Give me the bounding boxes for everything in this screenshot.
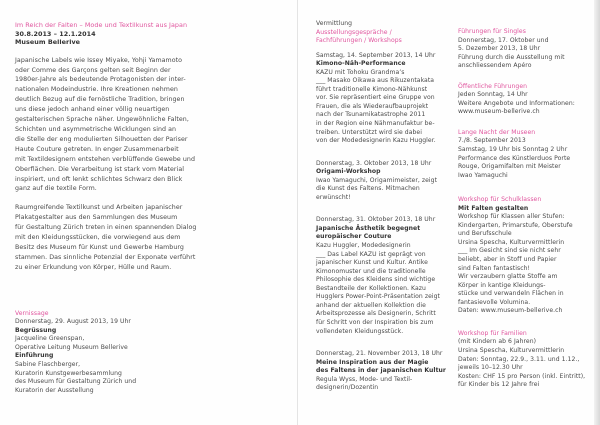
text-line: Sabine Flaschberger,: [15, 360, 81, 368]
event-text: in der Region eine Nähmanufaktur be-: [316, 120, 435, 128]
event-title: Kimono-Näh-Performance: [316, 60, 406, 68]
heading-line: Fachführungen / Workshops: [316, 37, 402, 45]
intro-label: Einführung: [15, 352, 54, 360]
second-paragraph: [15, 203, 285, 272]
offer-text: ___ Im Gesicht sind sie nicht sehr: [458, 247, 561, 255]
text-line: die Stelle der eng modulierten Silhouetten der Pariser: [15, 135, 188, 143]
event-text: nach der Tsunamikatastrophe 2011: [316, 111, 426, 119]
offer-section: [458, 330, 592, 390]
offer-heading: Lange Nacht der Museen: [458, 128, 536, 136]
event-text: von der Modedesignerin Kazu Huggler.: [316, 137, 436, 145]
offer-section: [458, 83, 592, 117]
event-item: [316, 52, 458, 146]
event-title: des Faltens in der japanischen Kultur: [316, 367, 446, 375]
offer-text: Kindergarten, Primarstufe, Oberstufe: [458, 221, 573, 229]
offer-text: Daten: Sonntag, 22.9., 3.11. und 1.12.,: [458, 355, 580, 363]
page-edge-shadow: [594, 0, 600, 425]
vernissage-heading: Vernissage: [15, 309, 49, 317]
event-text: ___ Das Label KAZU ist geprägt von: [316, 250, 426, 258]
offer-text: 7./8. September 2013: [458, 137, 526, 145]
event-text: Frauen, die als Wiederaufbauprojekt: [316, 102, 429, 110]
text-line: Besitz des Museum für Kunst und Gewerbe Hamburg: [15, 243, 184, 251]
text-line: zu einer Erkundung von Körper, Hülle und Raum.: [15, 263, 172, 271]
event-item: [316, 350, 458, 393]
event-text: die Kunst des Faltens. Mitmachen: [316, 185, 420, 193]
exhibition-dates: 30.8.2013 – 12.1.2014: [15, 29, 96, 38]
event-text: vollendeten Kleidungsstück.: [316, 327, 404, 335]
event-text: vor. Sie repräsentiert eine Gruppe von: [316, 94, 435, 102]
offer-text: sind Falten fantastisch!: [458, 264, 530, 272]
offer-text: Weitere Angebote und Informationen:: [458, 99, 575, 107]
offer-heading: Öffentliche Führungen: [458, 82, 528, 90]
text-line: mit den Kleidungsstücken, die vorwiegend aus dem: [15, 234, 181, 242]
programme-heading: [316, 29, 458, 46]
offers-column: [458, 28, 592, 390]
event-text: treiben. Unterstützt wird sie dabei: [316, 128, 422, 136]
offer-text: Führung durch die Ausstellung mit: [458, 53, 565, 61]
offer-section: [458, 129, 592, 180]
programme-kicker: Vermittlung: [316, 20, 353, 27]
programme-column: [316, 20, 458, 393]
text-line: uns diese jedoch anhand einer völlig neuartigen: [15, 106, 170, 114]
event-text: für Schritt von der Inspiration bis zum: [316, 318, 434, 326]
intro-lines: [15, 361, 285, 395]
text-line: stammen. Das sinnliche Potenzial der Exponate verführt: [15, 253, 196, 261]
text-line: 1980er-Jahre als bedeutende Protagonisten der inter-: [15, 76, 186, 84]
offer-subtitle: Mit Falten gestalten: [458, 204, 529, 212]
event-text: Philosophie des Kleidens sind wichtige: [316, 276, 436, 284]
offer-text: und Berufsschule: [458, 230, 512, 238]
event-text: führt traditionelle Kimono-Nähkunst: [316, 85, 428, 93]
text-line: Schichten und asymmetrische Wicklungen sind an: [15, 125, 177, 133]
event-date: Samstag, 14. September 2013, 14 Uhr: [316, 51, 436, 59]
offer-text: Ursina Spescha, Kulturvermittlerin: [458, 346, 565, 354]
event-title: Japanische Ästhetik begegnet: [316, 224, 421, 232]
offer-section: [458, 196, 592, 316]
offer-text: Jeden Sonntag, 14 Uhr: [458, 91, 528, 99]
offer-text: für Kinder bis 12 Jahre frei: [458, 381, 540, 389]
event-title: Origami-Workshop: [316, 168, 381, 176]
offer-text: Wir verzaubern glatte Stoffe am: [458, 273, 558, 281]
offer-text: (mit Kindern ab 6 Jahren): [458, 338, 537, 346]
offer-text: Iwao Yamaguchi: [458, 171, 508, 179]
offer-text: Körper in kantige Kleidungs-: [458, 281, 546, 289]
text-line: Raumgreifende Textilkunst und Arbeiten japanischer: [15, 204, 183, 212]
text-line: Jacqueline Greenspan,: [15, 335, 85, 343]
offer-text: Performance des Künstlerduos Porte: [458, 154, 571, 162]
event-text: Arbeitsprozesse als Designerin, Schritt: [316, 310, 436, 318]
offer-text: Daten: www.museum-bellerive.ch: [458, 307, 563, 315]
event-text: Kazu Huggler, Modedesignerin: [316, 242, 411, 250]
event-text: Iwao Yamaguchi, Origamimeister, zeigt: [316, 176, 438, 184]
text-line: Plakatgestalter aus den Sammlungen des Museum: [15, 214, 178, 222]
offer-section: [458, 28, 592, 71]
event-item: [316, 160, 458, 203]
text-line: nationalen Modeindustrie. Ihre Kreationen nehmen: [15, 86, 178, 94]
event-text: Regula Wyss, Mode- und Textil-: [316, 375, 413, 383]
offer-heading: Führungen für Singles: [458, 28, 526, 35]
text-line: des Museum für Gestaltung Zürich und: [15, 378, 137, 386]
offer-text: 5. Dezember 2013, 18 Uhr: [458, 45, 541, 53]
text-line: ganz auf die textile Form.: [15, 185, 97, 193]
heading-line: Ausstellungsgespräche /: [316, 28, 392, 36]
event-text: japanischer Kunst und Kultur. Antike: [316, 259, 428, 267]
offer-text: stücke und verwandeln Flächen in: [458, 290, 564, 298]
page-fold: [297, 0, 298, 425]
text-line: Kuratorin Kunstgewerbesammlung: [15, 369, 122, 377]
event-list: [316, 52, 458, 393]
event-date: Donnerstag, 21. November 2013, 18 Uhr: [316, 350, 443, 358]
event-date: Donnerstag, 3. Oktober 2013, 18 Uhr: [316, 159, 432, 167]
text-line: Oberflächen. Die Verarbeitung ist stark vom Material: [15, 165, 185, 173]
event-date: Donnerstag, 31. Oktober 2013, 18 Uhr: [316, 216, 436, 224]
offer-text: Donnerstag, 17. Oktober und: [458, 36, 549, 44]
exhibition-column: [15, 21, 285, 395]
text-line: mit Textildesignern entstehen verblüffende Gewebe und: [15, 155, 196, 163]
text-line: für Gestaltung Zürich treten in einen spannenden Dialog: [15, 224, 197, 232]
offer-heading: Workshop für Schulklassen: [458, 196, 542, 204]
event-text: erwünscht!: [316, 193, 351, 201]
text-line: gestalterischen Sprache näher. Ungewöhnliche Falten,: [15, 116, 189, 124]
offer-text: fantasievolle Volumina.: [458, 298, 531, 306]
offer-text: Workshop für Klassen aller Stufen:: [458, 213, 565, 221]
offer-text: beliebt, aber in Stoff und Papier: [458, 256, 557, 264]
text-line: deutlich Bezug auf die fernöstliche Tradition, bringen: [15, 96, 185, 104]
event-text: anhand der aktuellen Kollektion die: [316, 301, 426, 309]
text-line: Kuratorin der Ausstellung: [15, 386, 94, 394]
event-title: Meine Inspiration aus der Magie: [316, 358, 429, 366]
exhibition-venue: Museum Bellerive: [15, 38, 81, 47]
offer-heading: Workshop für Familien: [458, 329, 527, 337]
event-title: europäischer Couture: [316, 233, 392, 241]
text-line: inspiriert, und oft lenkt schlichtes Schwarz den Blick: [15, 175, 183, 183]
offer-text: Samstag, 19 Uhr bis Sonntag 2 Uhr: [458, 146, 568, 154]
vernissage-section: [15, 310, 285, 395]
event-text: KAZU mit Tohoku Grandma’s: [316, 68, 405, 76]
greeting-label: Begrüssung: [15, 326, 57, 334]
offer-text: Rouge, Origamifalten mit Meister: [458, 163, 561, 171]
offer-text: Ursina Spescha, Kulturvermittlerin: [458, 238, 565, 246]
greeting-lines: [15, 335, 285, 352]
exhibition-title: Im Reich der Falten – Mode und Textilkunst aus Japan: [15, 21, 188, 29]
offer-text: www.museum-bellerive.ch: [458, 108, 540, 116]
text-line: Operative Leitung Museum Bellerive: [15, 343, 128, 351]
intro-paragraph: [15, 56, 285, 195]
text-line: oder Comme des Garçons gelten seit Beginn der: [15, 66, 171, 74]
offer-text: Kosten: CHF 15 pro Person (inkl. Eintritt),: [458, 372, 586, 380]
offer-text: anschliessendem Apéro: [458, 62, 532, 70]
event-item: [316, 216, 458, 336]
event-text: Kimonomuster und die traditionelle: [316, 267, 426, 275]
event-text: ___ Masako Oikawa aus Rikuzentakata: [316, 77, 435, 85]
event-text: Hugglers Power-Point-Präsentation zeigt: [316, 293, 440, 301]
event-text: Bestandteile der Kollektionen. Kazu: [316, 284, 426, 292]
vernissage-date: Donnerstag, 29. August 2013, 19 Uhr: [15, 318, 131, 326]
event-text: designerin/Dozentin: [316, 384, 379, 392]
text-line: Haute Couture getreten. In enger Zusammenarbeit: [15, 145, 179, 153]
offer-text: jeweils 10–12.30 Uhr: [458, 364, 523, 372]
text-line: Japanische Labels wie Issey Miyake, Yohji Yamamoto: [15, 56, 183, 64]
